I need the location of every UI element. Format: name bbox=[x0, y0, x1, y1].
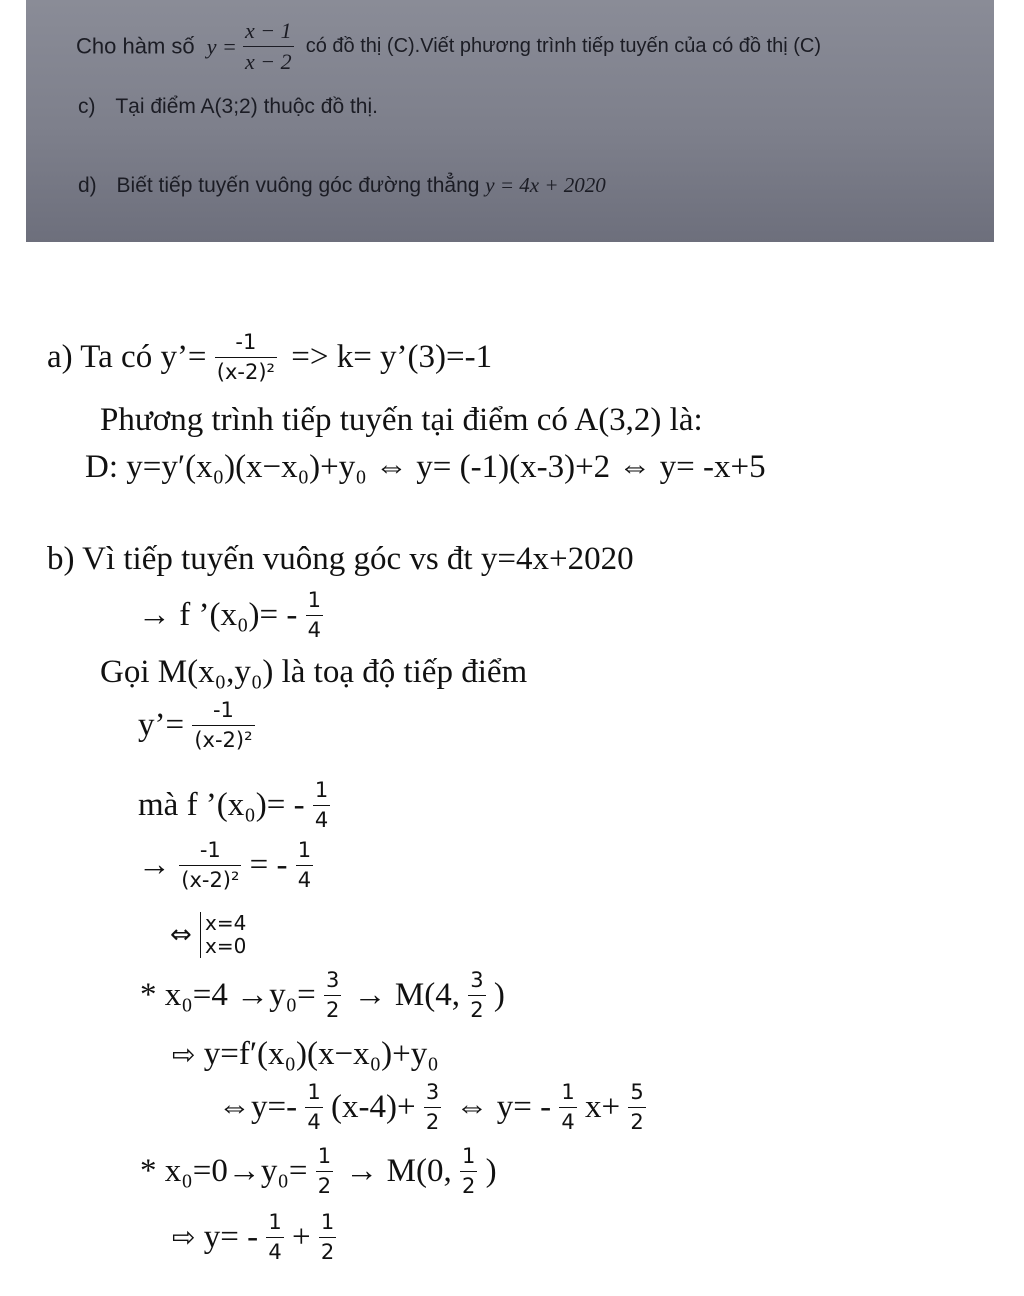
equals-minus: = - bbox=[249, 847, 288, 883]
frac-num: 1 bbox=[460, 1146, 477, 1172]
iff-symbol: ⇔ bbox=[170, 920, 192, 950]
case-x-4: x=4 bbox=[205, 911, 247, 935]
frac-num: 3 bbox=[424, 1082, 441, 1108]
one-half-2 bbox=[460, 1146, 477, 1197]
quarter-fraction-6 bbox=[266, 1212, 283, 1263]
problem-part-c bbox=[78, 95, 378, 119]
plus-sign: + bbox=[291, 1219, 311, 1255]
solution-a-label: a) Ta có y’= bbox=[47, 339, 207, 375]
derivative-num: -1 bbox=[215, 332, 277, 358]
solution-case2-equation bbox=[172, 1212, 336, 1263]
quarter-fraction-5 bbox=[559, 1082, 576, 1133]
quarter-fraction-4 bbox=[305, 1082, 322, 1133]
solution-b-line2 bbox=[138, 590, 323, 641]
derivative-value-text: → f ’(x₀)= - bbox=[138, 597, 298, 633]
eq-part-a: ⇔y=- bbox=[218, 1089, 298, 1125]
frac-den: 4 bbox=[307, 618, 321, 642]
frac-num: 3 bbox=[468, 970, 485, 996]
problem-y-eq: y = bbox=[206, 33, 237, 59]
condition-text: mà f ’(x₀)= - bbox=[138, 787, 305, 823]
problem-intro-line bbox=[76, 20, 821, 73]
derivative-den: (x-2)² bbox=[216, 360, 275, 384]
derivative-label: y’= bbox=[138, 707, 185, 743]
frac-num: -1 bbox=[179, 840, 241, 866]
solution-b-line1: b) Vì tiếp tuyến vuông góc vs đt y=4x+2020 bbox=[47, 541, 634, 577]
arrow-symbol: → bbox=[138, 847, 171, 883]
problem-intro-after: có đồ thị (C).Viết phương trình tiếp tuyến của có đồ thị (C) bbox=[305, 35, 822, 57]
solution-a-line3: D: y=y′(x₀)(x−x₀)+y₀ ⇔ y= (-1)(x-3)+2 ⇔ y= -x+5 bbox=[85, 449, 766, 485]
quarter-fraction-2 bbox=[313, 780, 330, 831]
close-paren: ) bbox=[493, 977, 505, 1013]
eq-part-d: x+ bbox=[584, 1089, 621, 1125]
case2-point-text: → M(0, bbox=[345, 1153, 452, 1189]
frac-den: 4 bbox=[314, 808, 329, 832]
frac-den: (x-2)² bbox=[194, 728, 253, 752]
problem-c-label: c) bbox=[78, 95, 96, 118]
solution-case1-equation bbox=[218, 1082, 646, 1133]
tangent-formula: y=f′(x₀)(x−x₀)+y₀ bbox=[203, 1036, 439, 1072]
frac-den: 2 bbox=[425, 1110, 440, 1134]
solution-case2-point bbox=[140, 1146, 497, 1197]
solution-case1-formula bbox=[172, 1038, 439, 1071]
cases-bracket bbox=[200, 912, 246, 958]
problem-d-text: Biết tiếp tuyến vuông góc đường thẳng bbox=[116, 174, 480, 197]
frac-num: 5 bbox=[628, 1082, 645, 1108]
frac-den: 2 bbox=[461, 1174, 476, 1198]
problem-func-num: x − 1 bbox=[243, 20, 294, 47]
problem-part-d bbox=[78, 173, 606, 198]
frac-den: 4 bbox=[307, 1110, 321, 1134]
eq-part-c: ⇔ y= - bbox=[455, 1089, 552, 1125]
frac-den: (x-2)² bbox=[181, 868, 240, 892]
frac-num: 1 bbox=[316, 1146, 333, 1172]
frac-num: 1 bbox=[313, 780, 330, 806]
frac-num: 1 bbox=[306, 590, 323, 616]
frac-den: 2 bbox=[470, 998, 484, 1022]
frac-num: 1 bbox=[319, 1212, 336, 1238]
frac-den: 2 bbox=[320, 1240, 335, 1264]
problem-func-den: x − 2 bbox=[245, 49, 292, 74]
solution-b-cases bbox=[170, 912, 246, 958]
case1-point-text: → M(4, bbox=[353, 977, 460, 1013]
frac-den: 2 bbox=[630, 1110, 644, 1134]
solution-b-derivative bbox=[138, 700, 255, 751]
one-half bbox=[316, 1146, 333, 1197]
eq-part-b: (x-4)+ bbox=[330, 1089, 416, 1125]
derivative-fraction bbox=[215, 332, 277, 383]
case2-y0-text: * x₀=0→y₀= bbox=[140, 1153, 308, 1189]
frac-den: 2 bbox=[317, 1174, 332, 1198]
quarter-fraction-3 bbox=[296, 840, 313, 891]
problem-c-text: Tại điểm A(3;2) thuộc đồ thị. bbox=[115, 95, 378, 118]
one-half-3 bbox=[319, 1212, 336, 1263]
frac-num: -1 bbox=[192, 700, 254, 726]
implies-icon: ⇨ bbox=[172, 1038, 196, 1071]
solution-b-condition bbox=[138, 780, 330, 831]
problem-d-equation: y = 4x + 2020 bbox=[485, 173, 606, 197]
solution-a-line2: Phương trình tiếp tuyến tại điểm có A(3,2) là: bbox=[100, 402, 703, 438]
frac-num: 1 bbox=[296, 840, 313, 866]
three-halves bbox=[324, 970, 341, 1021]
solution-b-equation bbox=[138, 840, 313, 891]
case-x-0: x=0 bbox=[205, 934, 247, 958]
solution-a-slope: => k= y’(3)=-1 bbox=[291, 339, 493, 375]
problem-d-label: d) bbox=[78, 174, 97, 197]
solution-b-line3: Gọi M(x₀,y₀) là toạ độ tiếp điểm bbox=[100, 654, 528, 690]
frac-den: 4 bbox=[561, 1110, 575, 1134]
frac-num: 1 bbox=[266, 1212, 283, 1238]
frac-num: 3 bbox=[324, 970, 341, 996]
solution-case1-point bbox=[140, 970, 505, 1021]
quarter-fraction bbox=[306, 590, 323, 641]
frac-den: 4 bbox=[297, 868, 312, 892]
implies-icon: ⇨ bbox=[172, 1220, 196, 1254]
frac-den: 4 bbox=[268, 1240, 282, 1264]
case2-eq-part-a: y= - bbox=[203, 1219, 259, 1255]
derivative-fraction-2 bbox=[192, 700, 254, 751]
frac-num: 1 bbox=[305, 1082, 322, 1108]
problem-photo bbox=[26, 0, 994, 242]
derivative-fraction-3 bbox=[179, 840, 241, 891]
close-paren: ) bbox=[485, 1153, 497, 1189]
solution-a-line1 bbox=[47, 332, 492, 383]
case1-y0-text: * x₀=4 →y₀= bbox=[140, 977, 316, 1013]
five-halves bbox=[628, 1082, 645, 1133]
problem-function-fraction bbox=[243, 20, 294, 73]
frac-num: 1 bbox=[559, 1082, 576, 1108]
three-halves-3 bbox=[424, 1082, 441, 1133]
three-halves-2 bbox=[468, 970, 485, 1021]
frac-den: 2 bbox=[325, 998, 340, 1022]
problem-intro-before: Cho hàm số bbox=[76, 33, 195, 59]
